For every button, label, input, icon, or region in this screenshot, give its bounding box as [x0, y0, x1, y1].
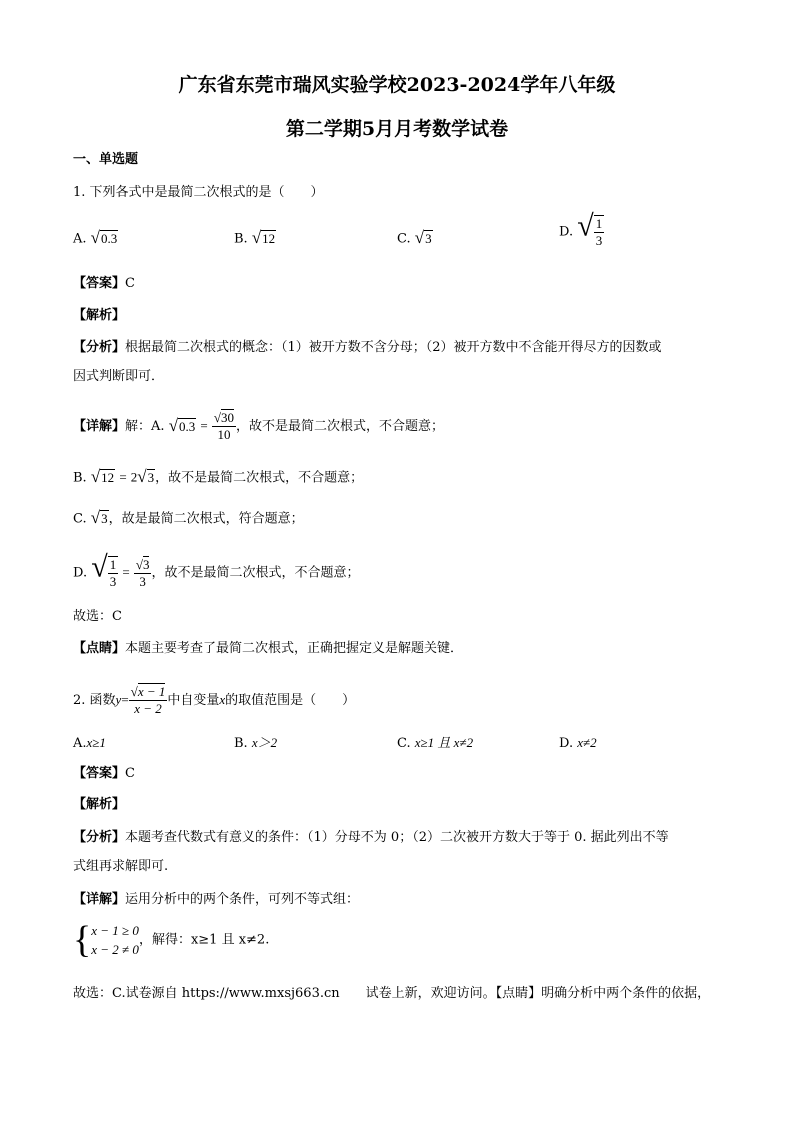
q2-option-d: D. x≠2 [559, 735, 597, 751]
q1-answer: 【答案】C [73, 276, 135, 291]
q1-option-b: B. √12 [234, 228, 276, 247]
q2-analysis-2: 式组再求解即可. [73, 859, 169, 874]
sqrt: √3 [414, 228, 432, 247]
q1-detail-a: 【详解】解：A. √0.3 = $\frac{√30}{10}$ ，故不是最简二次根式，不合题意； [73, 410, 445, 442]
q2-analysis-1: 【分析】本题考查代数式有意义的条件：（1）分母不为 0；（2）二次被开方数大于等于 0. 据此列出不等 [73, 830, 669, 845]
q1-comment: 【点睛】本题主要考查了最简二次根式，正确把握定义是解题关键． [73, 641, 464, 656]
sqrt: √3 [90, 508, 108, 527]
q2-detail-1: 【详解】运用分析中的两个条件，可列不等式组： [73, 892, 360, 907]
q2-option-c: C. x≥1 且 x≠2 [397, 735, 474, 751]
q1-stem: 1. 下列各式中是最简二次根式的是（ ） [73, 185, 324, 200]
q1-option-c: C. √3 [397, 228, 432, 247]
sqrt: √0.3 [168, 415, 196, 435]
q2-answer: 【答案】C [73, 766, 135, 781]
q1-choice: 故选：C [73, 609, 122, 624]
sqrt: √12 [251, 228, 276, 247]
section-heading: 一、单选题 [73, 152, 139, 167]
q1-option-d: D. √ $\frac{1}{3}$ [559, 209, 603, 248]
q1-option-a: A. √0.3 [73, 228, 118, 247]
sqrt: √0.3 [90, 228, 118, 247]
sqrt: √3 [137, 467, 155, 486]
q1-explain-tag: 【解析】 [73, 308, 126, 323]
q1-detail-c: C. √3，故是最简二次根式，符合题意； [73, 508, 304, 527]
q1-detail-b: B. √12 = 2√3，故不是最简二次根式，不合题意； [73, 467, 364, 486]
fraction: $\frac{√3}{3}$ [135, 556, 150, 589]
sqrt: √12 [90, 467, 115, 486]
left-brace-icon: { [73, 919, 92, 961]
fraction: $\frac{√30}{10}$ [213, 410, 235, 442]
sqrt: √ $\frac{1}{3}$ [577, 209, 603, 248]
q1-detail-d: D. √ $\frac{1}{3}$ = $\frac{√3}{3}$ ，故不是最简二次根式，不合题意； [73, 550, 360, 589]
q1-analysis-2: 因式判断即可． [73, 369, 165, 384]
exam-title-line2: 第二学期5月月考数学试卷 [285, 118, 509, 140]
q2-option-a: A.x≥1 [73, 735, 106, 751]
sqrt: √ $\frac{1}{3}$ [91, 550, 117, 589]
fraction: $\frac{√x - 1}{x - 2}$ [130, 684, 166, 716]
q1-analysis-1: 【分析】根据最简二次根式的概念：（1）被开方数不含分母；（2）被开方数中不含能开得尽方的因数或 [73, 340, 662, 355]
q2-explain-tag: 【解析】 [73, 797, 126, 812]
q2-inequality-system: { x − 1 ≥ 0 x − 2 ≠ 0 ，解得：x≥1 且 x≠2. [73, 919, 270, 961]
footer-source: 故选：C.试卷源自 https://www.mxsj663.cn 试卷上新，欢迎访问。【点睛】明确分析中两个条件的依据， [73, 986, 711, 1001]
q2-stem: 2. 函数y= $\frac{√x - 1}{x - 2}$ 中自变量x的取值范围是（ ） [73, 684, 356, 716]
q2-option-b: B. x＞2 [234, 735, 278, 751]
exam-title-line1: 广东省东莞市瑞风实验学校2023-2024学年八年级 [178, 74, 616, 96]
